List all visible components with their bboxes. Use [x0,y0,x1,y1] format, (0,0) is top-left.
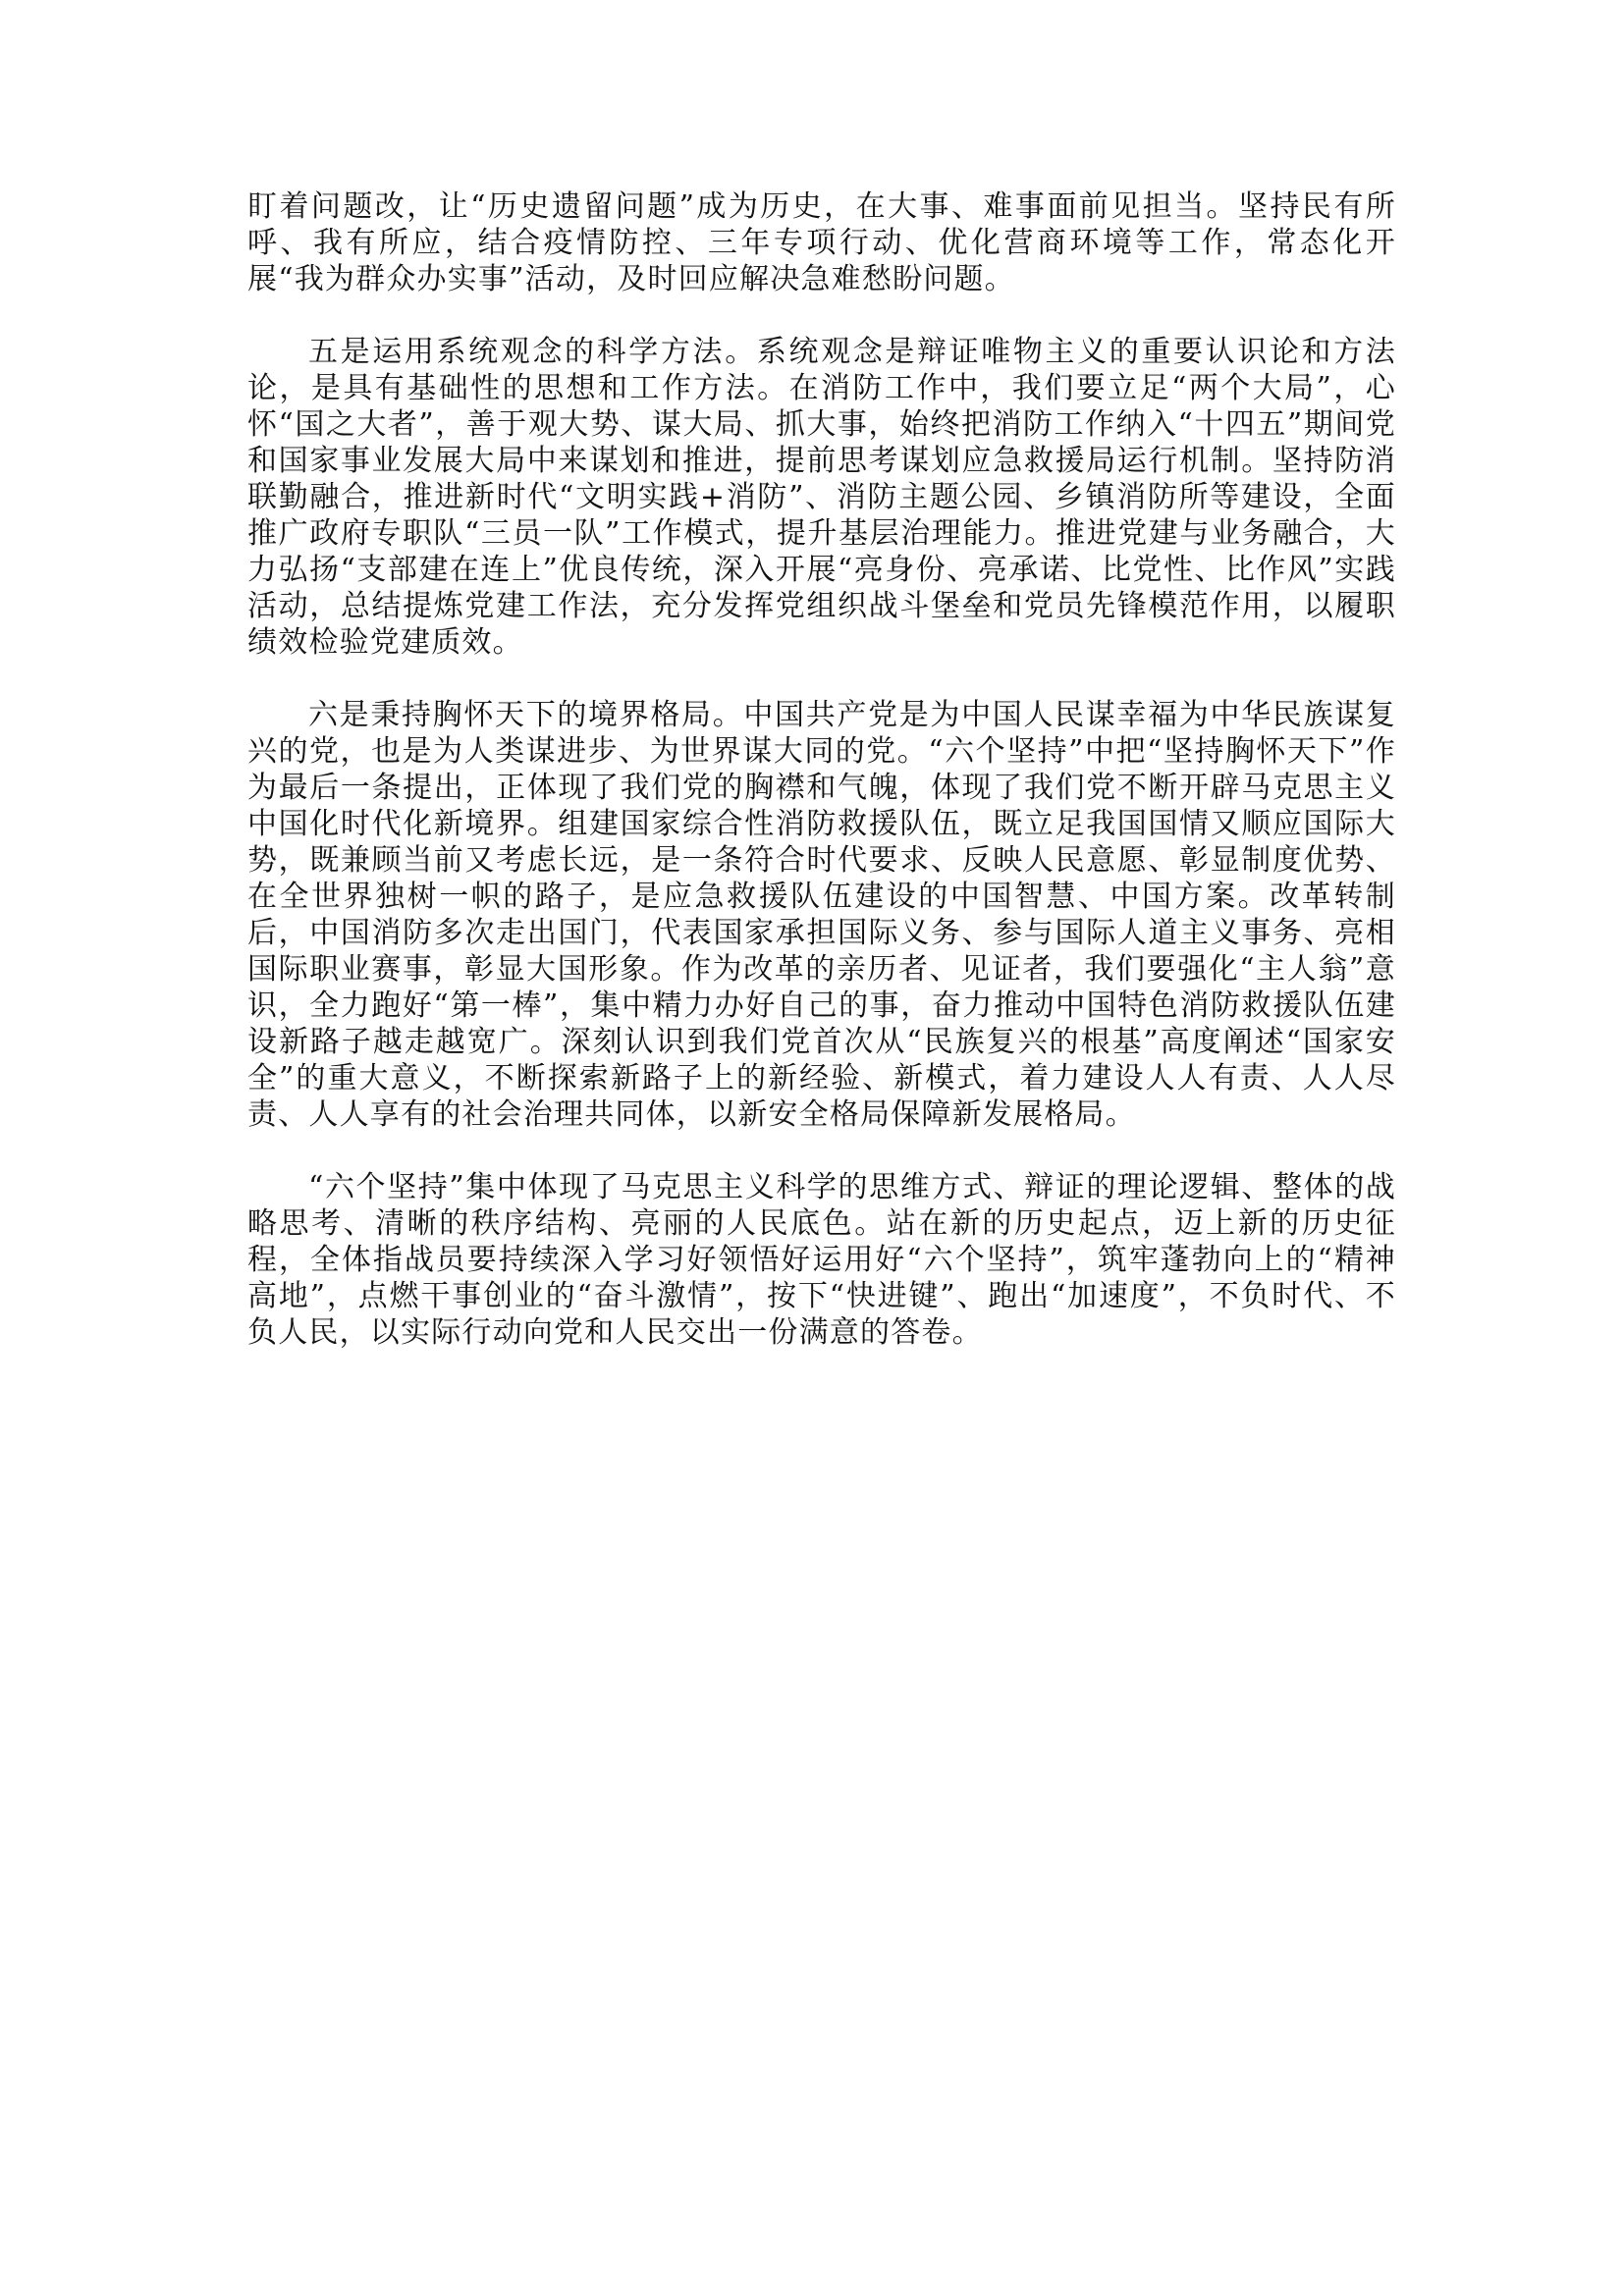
paragraph-systems-thinking: 五是运用系统观念的科学方法。系统观念是辩证唯物主义的重要认识论和方法论，是具有基础性的思想和工作方法。在消防工作中，我们要立足“两个大局”，心怀“国之大者”，善于观大势、谋大局、抓大事，始终把消防工作纳入“十四五”期间党和国家事业发展大局中来谋划和推进，提前思考谋划应急救援局运行机制。坚持防消联勤融合，推进新时代“文明实践+消防”、消防主题公园、乡镇消防所等建设，全面推广政府专职队“三员一队”工作模式，提升基层治理能力。推进党建与业务融合，大力弘扬“支部建在连上”优良传统，深入开展“亮身份、亮承诺、比党性、比作风”实践活动，总结提炼党建工作法，充分发挥党组织战斗堡垒和党员先锋模范作用，以履职绩效检验党建质效。 [247,335,1396,660]
paragraph-conclusion: “六个坚持”集中体现了马克思主义科学的思维方式、辩证的理论逻辑、整体的战略思考、清晰的秩序结构、亮丽的人民底色。站在新的历史起点，迈上新的历史征程，全体指战员要持续深入学习好领悟好运用好“六个坚持”，筑牢蓬勃向上的“精神高地”，点燃干事创业的“奋斗激情”，按下“快进键”、跑出“加速度”，不负时代、不负人民，以实际行动向党和人民交出一份满意的答卷。 [247,1170,1396,1350]
paragraph-gap [247,297,1396,334]
paragraph-gap [247,661,1396,697]
document-page [247,188,1396,1351]
paragraph-continuation: 盯着问题改，让“历史遗留问题”成为历史，在大事、难事面前见担当。坚持民有所呼、我有所应，结合疫情防控、三年专项行动、优化营商环境等工作，常态化开展“我为群众办实事”活动，及时回应解决急难愁盼问题。 [247,189,1396,296]
paragraph-gap [247,1133,1396,1169]
paragraph-global-vision: 六是秉持胸怀天下的境界格局。中国共产党是为中国人民谋幸福为中华民族谋复兴的党，也是为人类谋进步、为世界谋大同的党。“六个坚持”中把“坚持胸怀天下”作为最后一条提出，正体现了我们党的胸襟和气魄，体现了我们党不断开辟马克思主义中国化时代化新境界。组建国家综合性消防救援队伍，既立足我国国情又顺应国际大势，既兼顾当前又考虑长远，是一条符合时代要求、反映人民意愿、彰显制度优势、在全世界独树一帜的路子，是应急救援队伍建设的中国智慧、中国方案。改革转制后，中国消防多次走出国门，代表国家承担国际义务、参与国际人道主义事务、亮相国际职业赛事，彰显大国形象。作为改革的亲历者、见证者，我们要强化“主人翁”意识，全力跑好“第一棒”，集中精力办好自己的事，奋力推动中国特色消防救援队伍建设新路子越走越宽广。深刻认识到我们党首次从“民族复兴的根基”高度阐述“国家安全”的重大意义，不断探索新路子上的新经验、新模式，着力建设人人有责、人人尽责、人人享有的社会治理共同体，以新安全格局保障新发展格局。 [247,698,1396,1132]
